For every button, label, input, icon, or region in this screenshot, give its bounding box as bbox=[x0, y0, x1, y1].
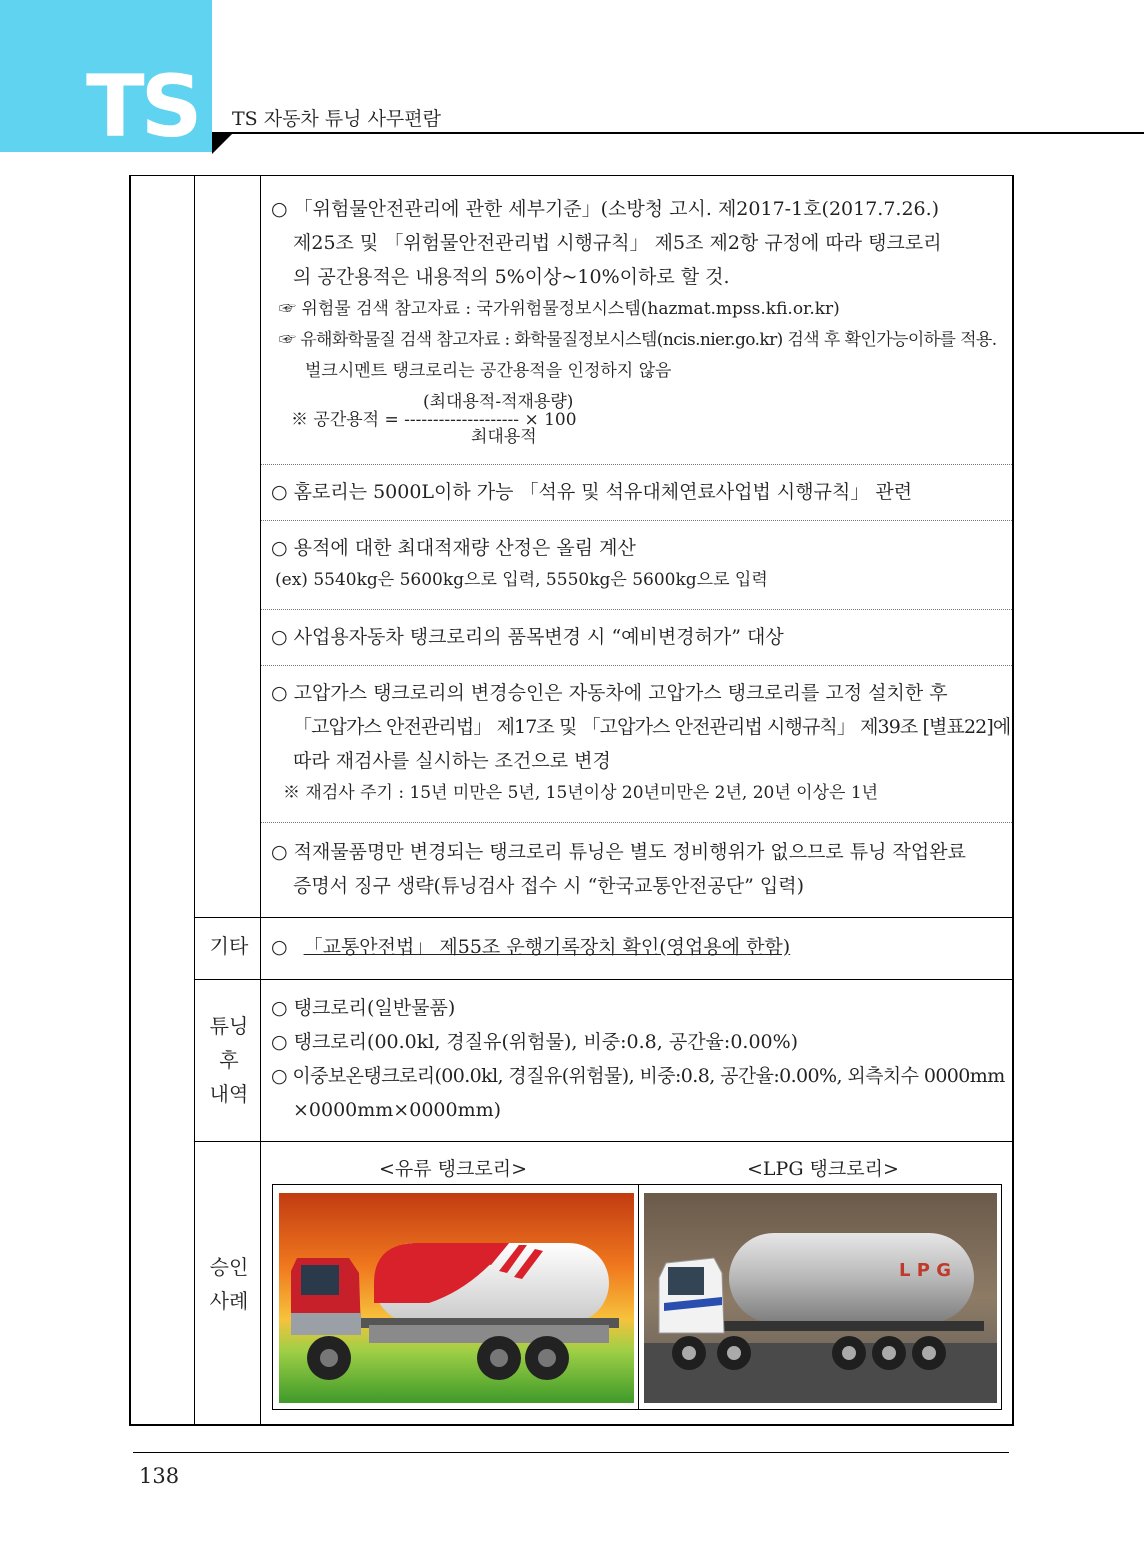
row-divider bbox=[261, 665, 1012, 666]
chemical-reference: ☞ 유해화학물질 검색 참고자료 : 화학물질정보시스템(ncis.nier.go.kr) 검색 후 확인가능이하를 적용. bbox=[279, 330, 997, 350]
business-vehicle-section bbox=[271, 620, 1006, 654]
formula-denominator: 최대용적 bbox=[471, 427, 537, 447]
formula-label: ※ 공간용적 = bbox=[291, 410, 405, 430]
row-divider bbox=[261, 464, 1012, 465]
etc-section bbox=[271, 930, 1006, 964]
etc-bullet: ○ bbox=[271, 936, 288, 958]
formula-multiplier: × 100 bbox=[519, 410, 577, 430]
row-divider bbox=[194, 917, 1012, 918]
header-corner-mark bbox=[212, 134, 232, 154]
after-label-line-1: 튜닝 bbox=[209, 1014, 249, 1038]
hazmat-reference: ☞ 위험물 검색 참고자료 : 국가위험물정보시스템(hazmat.mpss.kfi.or.kr) bbox=[279, 299, 840, 319]
approval-label-line-2: 사례 bbox=[209, 1289, 249, 1313]
header-title: TS 자동차 튜닝 사무편람 bbox=[232, 108, 441, 130]
after-label-line-3: 내역 bbox=[209, 1082, 249, 1106]
table-column-divider bbox=[194, 176, 195, 1424]
header-rule bbox=[212, 132, 1144, 134]
home-lorry-text: ○ 홈로리는 5000L이하 가능 「석유 및 석유대체연료사업법 시행규칙」 관련 bbox=[271, 481, 913, 503]
bulk-cement-note: 벌크시멘트 탱크로리는 공간용적을 인정하지 않음 bbox=[305, 361, 672, 381]
oil-tank-lorry-image bbox=[279, 1193, 634, 1403]
ts-logo: TS bbox=[86, 57, 199, 157]
gas-line-2: 「고압가스 안전관리법」 제17조 및 「고압가스 안전관리법 시행규칙」 제39조 [별표22]에 bbox=[293, 716, 1011, 738]
space-line-1: ○ 「위험물안전관리에 관한 세부기준」(소방청 고시. 제2017-1호(2017.7.26.) bbox=[271, 198, 940, 220]
after-tuning-section bbox=[271, 991, 1006, 1127]
gas-tank-section bbox=[271, 676, 1011, 809]
row-divider bbox=[261, 520, 1012, 521]
table-column-divider bbox=[260, 176, 261, 1424]
space-volume-section bbox=[271, 192, 1006, 387]
home-lorry-section bbox=[271, 475, 1006, 509]
row-divider bbox=[194, 979, 1012, 980]
row-divider bbox=[261, 609, 1012, 610]
after-item-1: ○ 탱크로리(일반물품) bbox=[271, 997, 456, 1019]
approval-label bbox=[197, 1250, 261, 1318]
row-divider bbox=[261, 822, 1012, 823]
business-vehicle-text: ○ 사업용자동차 탱크로리의 품목변경 시 “예비변경허가” 대상 bbox=[271, 626, 784, 648]
oil-tank-lorry-illustration bbox=[279, 1193, 634, 1403]
cargo-change-section bbox=[271, 835, 1006, 903]
footer-rule bbox=[133, 1452, 1009, 1453]
page-number: 138 bbox=[139, 1464, 180, 1488]
after-item-2: ○ 탱크로리(00.0kl, 경질유(위험물), 비중:0.8, 공간율:0.00%) bbox=[271, 1031, 799, 1053]
lpg-tank-caption: <LPG 탱크로리> bbox=[747, 1158, 899, 1180]
after-tuning-label bbox=[197, 1009, 261, 1111]
photo-divider bbox=[638, 1185, 639, 1409]
lpg-tank-lorry-illustration bbox=[644, 1193, 997, 1403]
oil-tank-caption: <유류 탱크로리> bbox=[379, 1158, 528, 1180]
space-line-3: 의 공간용적은 내용적의 5%이상~10%이하로 할 것. bbox=[293, 266, 730, 288]
photo-frame bbox=[272, 1184, 1002, 1410]
formula-numerator: (최대용적-적재용량) bbox=[423, 392, 574, 412]
etc-text: 「교통안전법」 제55조 운행기록장치 확인(영업용에 한함) bbox=[303, 936, 791, 958]
after-item-3: ○ 이중보온탱크로리(00.0kl, 경질유(위험물), 비중:0.8, 공간율:0.00%, 외측치수 0000mm bbox=[271, 1065, 1005, 1087]
etc-label: 기타 bbox=[209, 934, 249, 958]
approval-label-line-1: 승인 bbox=[209, 1255, 249, 1279]
capacity-example: (ex) 5540kg은 5600kg으로 입력, 5550kg은 5600kg으로 입력 bbox=[275, 570, 768, 590]
gas-inspection-note: ※ 재검사 주기 : 15년 미만은 5년, 15년이상 20년미만은 2년, 20년 이상은 1년 bbox=[283, 783, 879, 803]
after-label-line-2: 후 bbox=[219, 1048, 239, 1072]
lpg-tank-lorry-image bbox=[644, 1193, 997, 1403]
formula-bar: -------------------- bbox=[404, 410, 520, 430]
lpg-tank-marking: L P G bbox=[899, 1260, 951, 1281]
capacity-section bbox=[271, 531, 1006, 596]
gas-line-1: ○ 고압가스 탱크로리의 변경승인은 자동차에 고압가스 탱크로리를 고정 설치한 후 bbox=[271, 682, 948, 704]
space-line-2: 제25조 및 「위험물안전관리법 시행규칙」 제5조 제2항 규정에 따라 탱크로리 bbox=[293, 232, 942, 254]
cargo-line-2: 증명서 징구 생략(튜닝검사 접수 시 “한국교통안전공단” 입력) bbox=[293, 875, 804, 897]
cargo-line-1: ○ 적재물품명만 변경되는 탱크로리 튜닝은 별도 정비행위가 없으므로 튜닝 작업완료 bbox=[271, 841, 966, 863]
after-item-3-cont: ×0000mm×0000mm) bbox=[293, 1099, 502, 1121]
gas-line-3: 따라 재검사를 실시하는 조건으로 변경 bbox=[293, 750, 611, 772]
capacity-line-1: ○ 용적에 대한 최대적재량 산정은 올림 계산 bbox=[271, 537, 636, 559]
row-divider bbox=[194, 1141, 1012, 1142]
content-table bbox=[129, 175, 1014, 1426]
